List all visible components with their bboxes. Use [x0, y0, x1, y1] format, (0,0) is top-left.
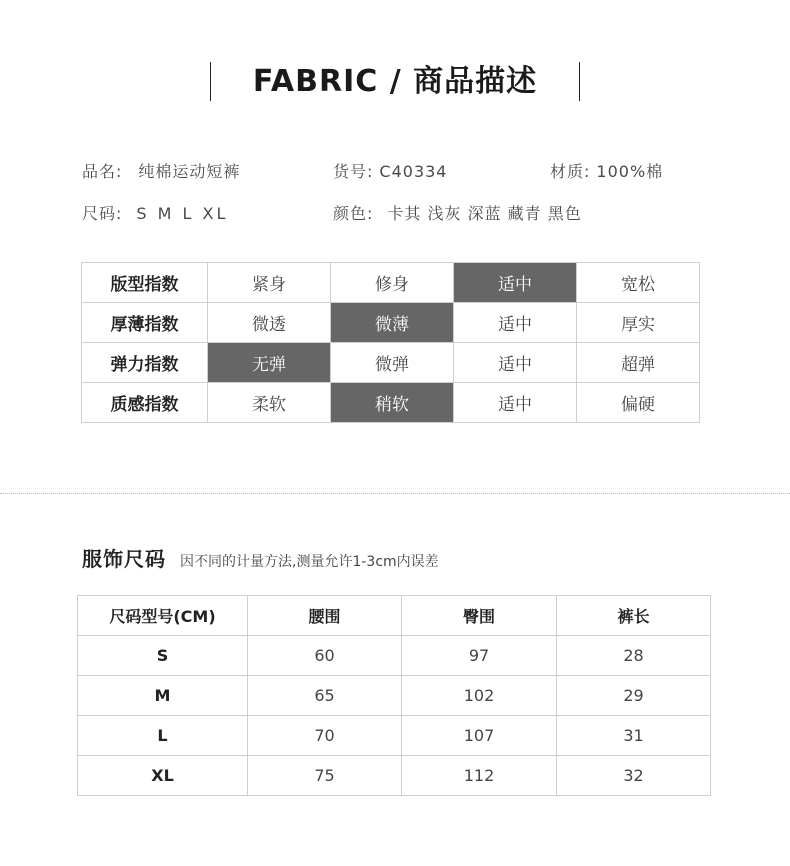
fit-option-selected: 微薄 — [331, 303, 454, 343]
fit-option: 适中 — [454, 303, 577, 343]
size-cell: 70 — [248, 716, 402, 756]
size-cell: 65 — [248, 676, 402, 716]
section-title — [0, 62, 790, 102]
product-name — [82, 162, 240, 182]
title-divider-right — [579, 62, 580, 101]
page-title: FABRIC / 商品描述 — [252, 64, 538, 99]
size-cell: 28 — [557, 636, 711, 676]
size-column-header: 臀围 — [402, 596, 557, 636]
fit-option: 微透 — [208, 303, 331, 343]
fit-row — [82, 263, 700, 303]
product-name-label: 品名: — [82, 162, 123, 181]
fit-option: 超弹 — [577, 343, 700, 383]
size-cell: 31 — [557, 716, 711, 756]
fit-option-selected: 稍软 — [331, 383, 454, 423]
size-cell: 102 — [402, 676, 557, 716]
fit-option: 微弹 — [331, 343, 454, 383]
size-cell: 107 — [402, 716, 557, 756]
size-cell: 32 — [557, 756, 711, 796]
product-sku-value: C40334 — [379, 162, 448, 181]
fit-row — [82, 343, 700, 383]
size-cell: S — [78, 636, 248, 676]
size-column-header: 腰围 — [248, 596, 402, 636]
product-material-value: 100%棉 — [596, 162, 664, 181]
fit-row-label: 厚薄指数 — [82, 303, 208, 343]
product-sku — [333, 162, 447, 182]
fit-option: 宽松 — [577, 263, 700, 303]
size-cell: 97 — [402, 636, 557, 676]
product-sizes-label: 尺码: — [82, 204, 123, 223]
section-divider — [0, 493, 790, 494]
size-cell: 60 — [248, 636, 402, 676]
fit-row — [82, 303, 700, 343]
size-table-row — [78, 676, 711, 716]
size-cell: 75 — [248, 756, 402, 796]
fit-option: 修身 — [331, 263, 454, 303]
fit-option-selected: 无弹 — [208, 343, 331, 383]
size-table-header-row — [78, 596, 711, 636]
size-section-header — [82, 543, 439, 572]
fit-row — [82, 383, 700, 423]
fit-index-table — [81, 262, 700, 423]
fit-option: 偏硬 — [577, 383, 700, 423]
size-column-header: 裤长 — [557, 596, 711, 636]
size-table-row — [78, 756, 711, 796]
fit-option: 柔软 — [208, 383, 331, 423]
size-cell: L — [78, 716, 248, 756]
fit-option: 适中 — [454, 343, 577, 383]
fit-row-label: 版型指数 — [82, 263, 208, 303]
product-material-label: 材质: — [550, 162, 591, 181]
size-cell: XL — [78, 756, 248, 796]
size-cell: 29 — [557, 676, 711, 716]
fit-row-label: 质感指数 — [82, 383, 208, 423]
size-cell: 112 — [402, 756, 557, 796]
size-chart-table — [77, 595, 711, 796]
fit-row-label: 弹力指数 — [82, 343, 208, 383]
fit-option-selected: 适中 — [454, 263, 577, 303]
size-section-note: 因不同的计量方法,测量允许1-3cm内误差 — [180, 554, 439, 570]
product-material — [550, 162, 663, 182]
product-colors-value: 卡其 浅灰 深蓝 藏青 黑色 — [387, 204, 582, 223]
product-sku-label: 货号: — [333, 162, 374, 181]
product-sizes-value: S M L XL — [136, 204, 229, 223]
size-cell: M — [78, 676, 248, 716]
product-colors-label: 颜色: — [333, 204, 374, 223]
product-sizes — [82, 204, 228, 224]
size-section-title: 服饰尺码 — [82, 547, 166, 571]
product-name-value: 纯棉运动短裤 — [138, 162, 241, 181]
size-table-row — [78, 716, 711, 756]
size-column-header: 尺码型号(CM) — [78, 596, 248, 636]
fit-option: 适中 — [454, 383, 577, 423]
fit-option: 紧身 — [208, 263, 331, 303]
fit-option: 厚实 — [577, 303, 700, 343]
product-colors — [333, 204, 582, 224]
size-table-row — [78, 636, 711, 676]
